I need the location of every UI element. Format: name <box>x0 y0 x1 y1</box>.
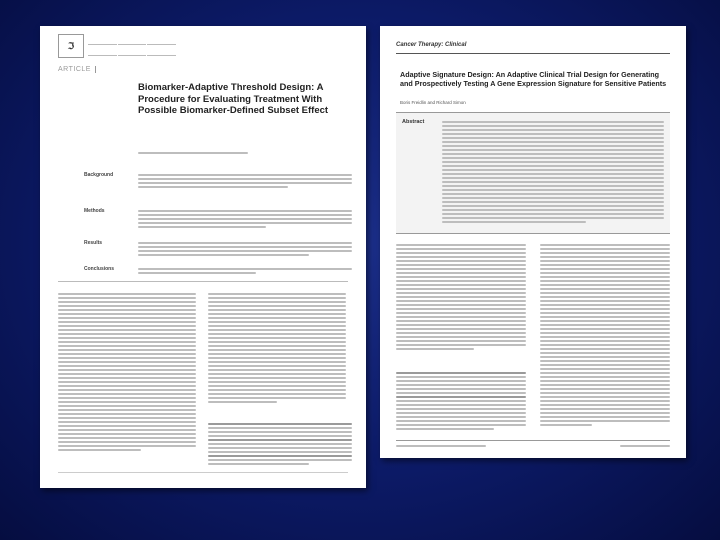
author-line: Boris Freidlin and Richard Simon <box>400 100 466 105</box>
header-rule <box>396 53 670 54</box>
journal-logo: ℑ <box>58 34 84 58</box>
results-text <box>138 240 352 258</box>
footer-right <box>620 443 670 450</box>
body-column-left <box>396 242 526 352</box>
journal-section: Cancer Therapy: Clinical <box>396 42 467 48</box>
left-article-page <box>40 26 366 488</box>
article-title: Adaptive Signature Design: An Adaptive Clinical Trial Design for Generating and Prospectively Testing A Gene Expression Signature for Sensitive Patients <box>400 70 667 88</box>
right-article-page <box>380 26 686 458</box>
journal-header-grid <box>88 34 176 56</box>
conclusions-text <box>138 266 352 276</box>
footnotes <box>208 421 352 467</box>
results-label: Results <box>84 240 103 246</box>
author-line <box>138 150 248 156</box>
abstract-label: Abstract <box>402 119 425 125</box>
body-column-right <box>540 242 670 428</box>
methods-text <box>138 208 352 230</box>
section-label: ARTICLE <box>58 66 96 73</box>
footnotes <box>396 370 526 432</box>
page-footer <box>396 440 670 450</box>
body-column-left <box>58 291 196 453</box>
abstract-box <box>396 112 670 234</box>
conclusions-label: Conclusions <box>84 266 115 272</box>
background-label: Background <box>84 172 114 178</box>
abstract-text <box>442 119 664 225</box>
footer-left <box>396 443 486 450</box>
abstract-divider <box>58 281 348 282</box>
page-footer <box>58 472 348 481</box>
body-column-right <box>208 291 346 405</box>
article-title: Biomarker-Adaptive Threshold Design: A Procedure for Evaluating Treatment With Possible Biomarker-Defined Subset Effect <box>138 82 329 116</box>
methods-label: Methods <box>84 208 105 214</box>
background-text <box>138 172 352 190</box>
